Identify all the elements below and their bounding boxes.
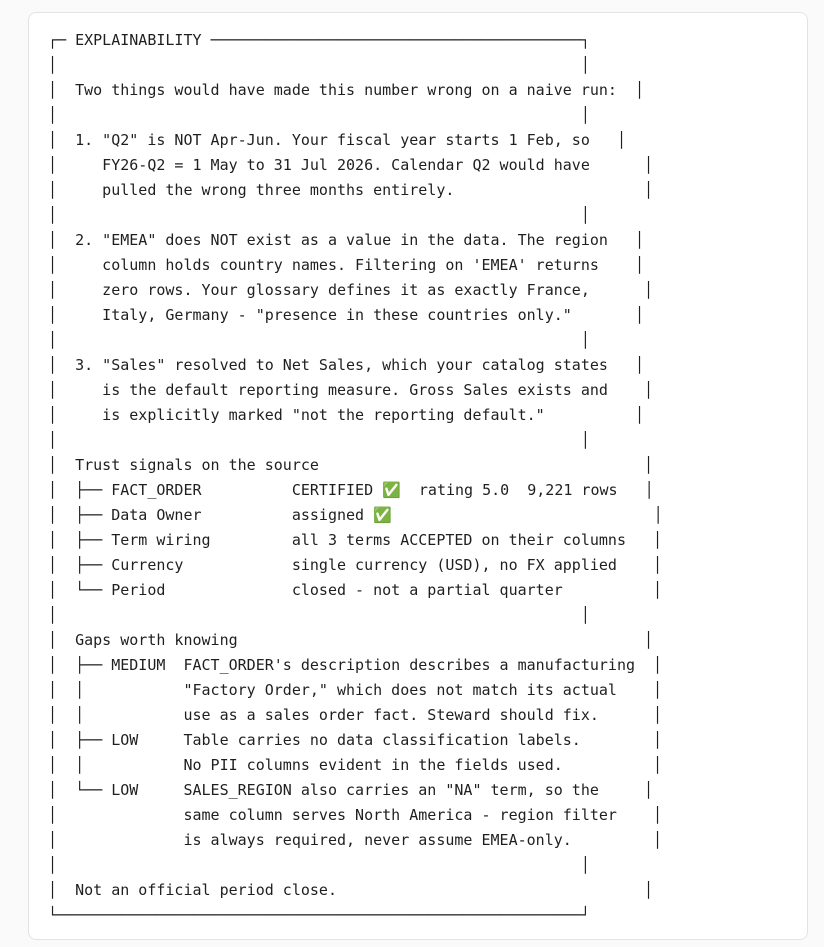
panel-line-blank: │ │ [48,856,590,874]
panel-line-gaps-heading: │ Gaps worth knowing │ [48,631,654,649]
panel-line-gap-row: │ │ No PII columns evident in the fields used. │ [48,756,663,774]
panel-line-blank: │ │ [48,431,590,449]
panel-line-blank: │ │ [48,106,590,124]
panel-line-gap-row: │ same column serves North America - region filter │ [48,806,663,824]
panel-line-trust-row: │ └── Period closed - not a partial quarter │ [48,581,663,599]
panel-line-item-2: │ zero rows. Your glossary defines it as exactly France, │ [48,281,654,299]
panel-line-item-3: │ is the default reporting measure. Gross Sales exists and │ [48,381,654,399]
panel-line-gap-row: │ └── LOW SALES_REGION also carries an "NA" term, so the │ [48,781,654,799]
explainability-card [28,12,808,940]
panel-line-trust-row: │ ├── FACT_ORDER CERTIFIED ✅ rating 5.0 9,221 rows │ [48,481,654,499]
panel-line-intro: │ Two things would have made this number wrong on a naive run: │ [48,81,645,99]
panel-line-gap-row: │ ├── MEDIUM FACT_ORDER's description describes a manufacturing │ [48,656,663,674]
explainability-panel [48,28,663,928]
panel-line-item-1: │ 1. "Q2" is NOT Apr-Jun. Your fiscal year starts 1 Feb, so │ [48,131,626,149]
panel-line-blank: │ │ [48,56,590,74]
panel-line-blank: │ │ [48,206,590,224]
panel-line-item-2: │ 2. "EMEA" does NOT exist as a value in the data. The region │ [48,231,645,249]
panel-line-trust-row: │ ├── Term wiring all 3 terms ACCEPTED on their columns │ [48,531,663,549]
panel-line-trust-row: │ ├── Currency single currency (USD), no FX applied │ [48,556,663,574]
panel-line-gap-row: │ ├── LOW Table carries no data classification labels. │ [48,731,663,749]
panel-line-bottom-border: └──────────────────────────────────────────────────────────┘ [48,906,590,924]
panel-line-item-3: │ 3. "Sales" resolved to Net Sales, which your catalog states │ [48,356,645,374]
panel-line-item-1: │ pulled the wrong three months entirely. │ [48,181,654,199]
panel-line-blank: │ │ [48,606,590,624]
panel-line-item-1: │ FY26-Q2 = 1 May to 31 Jul 2026. Calendar Q2 would have │ [48,156,654,174]
panel-line-blank: │ │ [48,331,590,349]
panel-line-item-2: │ Italy, Germany - "presence in these countries only." │ [48,306,645,324]
panel-line-header: ┌─ EXPLAINABILITY ─────────────────────────────────────────┐ [48,31,590,49]
panel-line-trust-row: │ ├── Data Owner assigned ✅ │ [48,506,663,524]
panel-line-item-3: │ is explicitly marked "not the reporting default." │ [48,406,645,424]
panel-line-gap-row: │ is always required, never assume EMEA-only. │ [48,831,663,849]
panel-line-trust-heading: │ Trust signals on the source │ [48,456,654,474]
panel-line-gap-row: │ │ "Factory Order," which does not match its actual │ [48,681,663,699]
panel-line-footer-note: │ Not an official period close. │ [48,881,654,899]
panel-line-gap-row: │ │ use as a sales order fact. Steward should fix. │ [48,706,663,724]
panel-line-item-2: │ column holds country names. Filtering on 'EMEA' returns │ [48,256,645,274]
